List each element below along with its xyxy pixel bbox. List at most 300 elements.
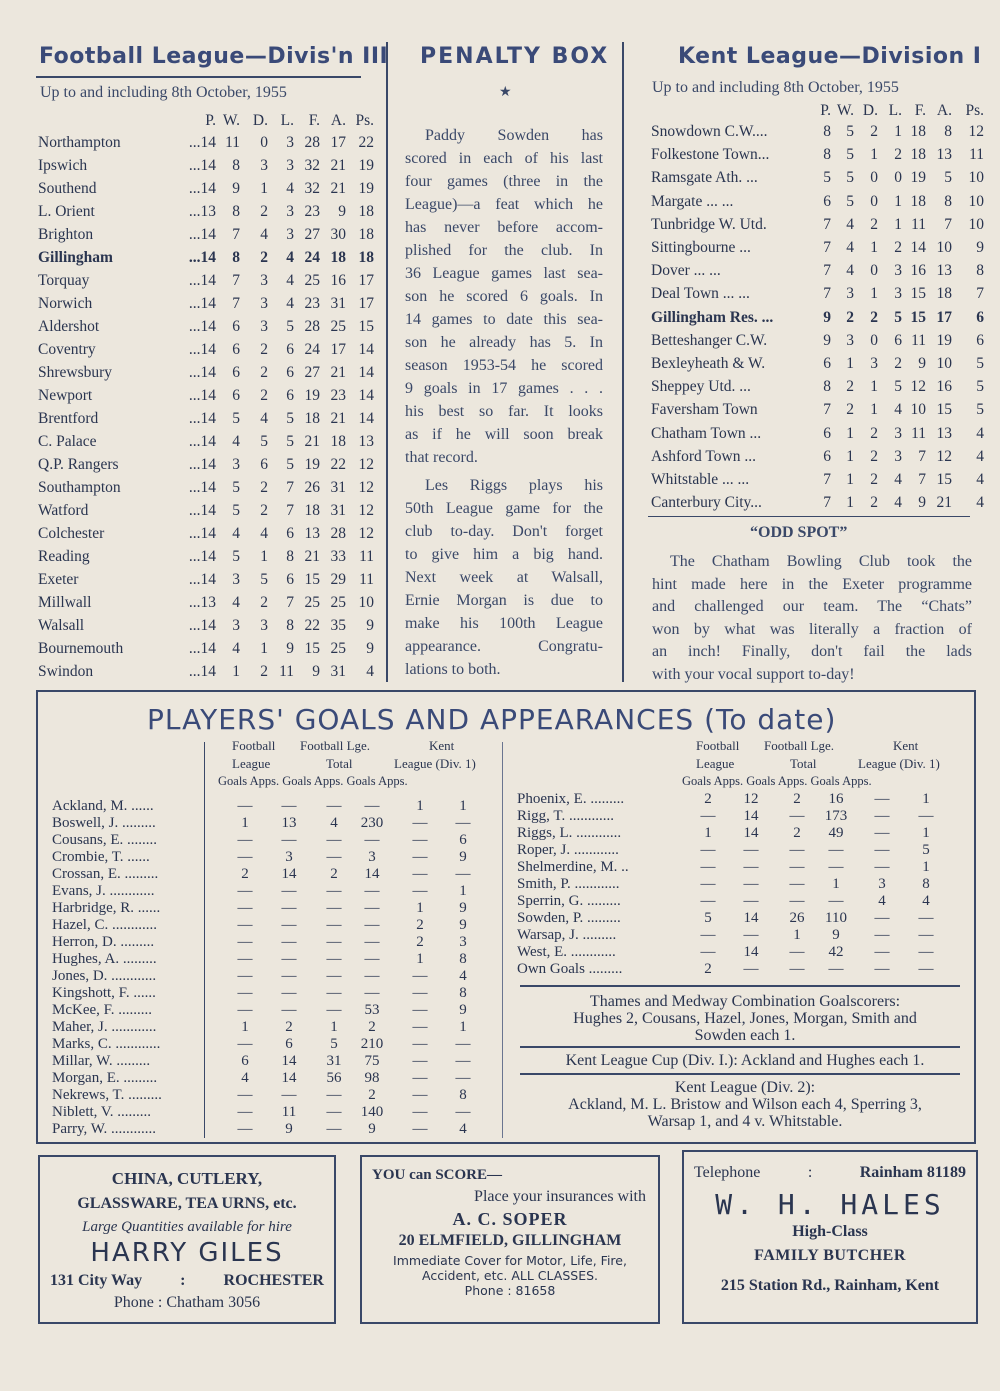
- giles-line3: Large Quantities available for hire: [82, 1219, 292, 1235]
- player-stat: —: [789, 944, 805, 960]
- player-stat: —: [918, 808, 934, 824]
- player-stat: 6: [285, 1036, 293, 1052]
- player-stat: —: [237, 1087, 253, 1103]
- kent-team: Gillingham Res. ...: [651, 308, 774, 326]
- league3-d: 5: [260, 433, 268, 450]
- player-stat: 1: [416, 900, 424, 916]
- soper-line2: Place your insurances with: [474, 1188, 646, 1205]
- kent-a: 7: [944, 215, 952, 233]
- league3-pts: 17: [358, 272, 374, 289]
- league3-f: 24: [304, 249, 320, 266]
- pen1-line: his best so far. It looks: [405, 403, 603, 420]
- player-stat: 12: [743, 791, 759, 807]
- pen1-line: son he scored 6 goals. In: [405, 288, 603, 305]
- player-stat: —: [281, 917, 297, 933]
- player-stat: —: [326, 934, 342, 950]
- kent-l: 1: [894, 215, 902, 233]
- league3-pts: 12: [358, 525, 374, 542]
- player-stat: —: [743, 842, 759, 858]
- header-football-league: Football: [232, 738, 276, 753]
- odd-line: The Chatham Bowling Club took the: [670, 553, 972, 570]
- soper-phone: Phone : 81658: [464, 1283, 556, 1298]
- header-league: League: [696, 756, 735, 771]
- league3-d: 2: [260, 387, 268, 404]
- player-row: [0, 961, 1000, 978]
- league3-title-rule: [36, 76, 361, 78]
- player-stat: 9: [459, 1002, 467, 1018]
- league3-f: 26: [304, 479, 320, 496]
- player-stat: —: [364, 900, 380, 916]
- league3-row: [0, 663, 380, 686]
- player-stat: —: [700, 927, 716, 943]
- header-league: League: [232, 756, 271, 771]
- kent-a: 8: [944, 192, 952, 210]
- league3-a: 31: [330, 295, 346, 312]
- league3-f: 15: [304, 640, 320, 657]
- league3-header-d: D.: [252, 112, 268, 129]
- kent-a: 8: [944, 123, 952, 140]
- player-stat: —: [281, 934, 297, 950]
- kent-table: [640, 123, 984, 523]
- league3-row: [0, 295, 380, 318]
- league3-l: 6: [286, 387, 294, 404]
- league3-team: L. Orient: [38, 203, 95, 220]
- player-stat: —: [412, 883, 428, 899]
- kent-row: [640, 192, 984, 216]
- pen2-line: 50th League game for the: [405, 500, 603, 517]
- player-stat: —: [874, 842, 890, 858]
- league3-team: C. Palace: [38, 433, 97, 450]
- player-stat: 2: [704, 791, 712, 807]
- player-stat: —: [281, 1002, 297, 1018]
- kent-p: 5: [823, 169, 831, 187]
- kent-w: 1: [846, 355, 854, 372]
- kent-l: 5: [894, 378, 902, 396]
- odd-spot-text: [652, 551, 972, 686]
- player-name: Herron, D. .........: [52, 934, 155, 950]
- league3-a: 30: [330, 226, 346, 243]
- league3-a: 18: [330, 249, 346, 266]
- kent-row: [640, 331, 984, 355]
- league3-a: 25: [330, 318, 346, 335]
- league3-l: 5: [286, 456, 294, 473]
- player-stat: —: [237, 934, 253, 950]
- note3-line: Kent League (Div. 2):: [674, 1079, 816, 1096]
- kent-header-w: W.: [836, 102, 854, 119]
- player-stat: —: [828, 859, 844, 875]
- player-stat: —: [281, 832, 297, 848]
- player-stat: —: [326, 968, 342, 984]
- pen2-line: Ernie Morgan is due to: [405, 592, 603, 609]
- kent-f: 19: [910, 169, 926, 187]
- hales-phone: [684, 1164, 976, 1182]
- league3-f: 13: [304, 525, 320, 542]
- league3-a: 17: [330, 341, 346, 358]
- league3-p: ...14: [188, 249, 216, 266]
- player-stat: —: [789, 808, 805, 824]
- league3-a: 33: [330, 548, 346, 565]
- league3-team: Southampton: [38, 479, 121, 496]
- league3-p: ...14: [188, 157, 216, 174]
- player-stat: 9: [459, 917, 467, 933]
- player-stat: —: [874, 961, 890, 977]
- league3-p: ...14: [188, 134, 216, 151]
- league3-team: Newport: [38, 387, 93, 404]
- league3-w: 1: [232, 663, 240, 680]
- kent-f: 7: [918, 447, 926, 465]
- league3-row: [0, 157, 380, 180]
- league3-f: 18: [304, 502, 320, 519]
- kent-l: 3: [894, 262, 902, 280]
- league3-team: Swindon: [38, 663, 94, 680]
- kent-team: Folkestone Town...: [651, 146, 770, 164]
- player-stat: —: [326, 985, 342, 1001]
- player-stat: 2: [416, 917, 424, 933]
- kent-l: 2: [894, 355, 902, 372]
- pen1-line: four games (three in the: [405, 173, 603, 190]
- player-stat: 14: [364, 866, 380, 882]
- league3-d: 6: [260, 456, 268, 473]
- league3-w: 4: [232, 525, 240, 542]
- league3-p: ...14: [188, 640, 216, 657]
- league3-team: Ipswich: [38, 157, 88, 174]
- notes-rule-1: [520, 985, 960, 987]
- kent-w: 5: [846, 146, 854, 164]
- kent-l: 5: [894, 308, 902, 326]
- player-stat: —: [789, 842, 805, 858]
- player-stat: —: [281, 798, 297, 814]
- league3-l: 5: [286, 410, 294, 427]
- player-stat: —: [364, 832, 380, 848]
- kent-pts: 10: [968, 169, 984, 187]
- odd-spot-title: “ODD SPOT”: [750, 524, 848, 541]
- player-stat: —: [364, 968, 380, 984]
- league3-f: 21: [304, 548, 320, 565]
- player-row: [0, 1036, 500, 1053]
- player-name: Hazel, C. ............: [52, 917, 157, 933]
- league3-l: 9: [286, 640, 294, 657]
- player-stat: —: [700, 876, 716, 892]
- kent-a: 15: [936, 401, 952, 419]
- kent-p: 9: [823, 308, 831, 326]
- giles-street: 131 City Way: [50, 1272, 143, 1289]
- league3-l: 7: [286, 479, 294, 496]
- player-name: Shelmerdine, M. ..: [517, 859, 629, 875]
- player-stat: 8: [459, 985, 467, 1001]
- player-stat: 6: [459, 832, 467, 848]
- league3-pts: 14: [358, 364, 374, 381]
- league3-a: 17: [330, 134, 346, 151]
- league3-d: 1: [260, 640, 268, 657]
- player-stat: 3: [459, 934, 467, 950]
- kent-f: 9: [918, 494, 926, 512]
- player-row: [0, 876, 1000, 893]
- player-name: Boswell, J. .........: [52, 815, 156, 831]
- kent-p: 8: [823, 146, 831, 164]
- hales-line3: High-Class: [792, 1223, 868, 1240]
- league3-p: ...14: [188, 548, 216, 565]
- player-stat: 140: [360, 1104, 384, 1120]
- player-name: Evans, J. ............: [52, 883, 155, 899]
- player-stat: 2: [241, 866, 249, 882]
- kent-a: 13: [936, 424, 952, 442]
- league3-row: [0, 571, 380, 594]
- hales-line4: FAMILY BUTCHER: [754, 1247, 906, 1264]
- kent-f: 15: [910, 285, 926, 303]
- player-stat: 210: [360, 1036, 384, 1052]
- league3-p: ...14: [188, 502, 216, 519]
- league3-team: Norwich: [38, 295, 93, 312]
- player-stat: 5: [922, 842, 930, 858]
- player-stat: —: [364, 934, 380, 950]
- soper-line5: Immediate Cover for Motor, Life, Fire,: [393, 1253, 627, 1268]
- kent-f: 7: [918, 471, 926, 488]
- league3-d: 2: [260, 341, 268, 358]
- player-row: [0, 910, 1000, 927]
- league3-d: 2: [260, 249, 268, 266]
- league3-a: 23: [330, 387, 346, 404]
- league3-f: 32: [304, 157, 320, 174]
- player-stat: —: [237, 798, 253, 814]
- pen1-line: has never before accom-: [405, 219, 603, 236]
- kent-p: 7: [823, 285, 831, 303]
- league3-p: ...14: [188, 272, 216, 289]
- player-stat: 1: [704, 825, 712, 841]
- kent-pts: 6: [976, 331, 984, 349]
- player-stat: —: [455, 866, 471, 882]
- player-stat: 1: [330, 1019, 338, 1035]
- player-stat: —: [364, 985, 380, 1001]
- players-header-left: [214, 738, 504, 790]
- player-name: Harbridge, R. ......: [52, 900, 161, 916]
- pen1-line: 14 games to date this sea-: [405, 311, 603, 328]
- kent-a: 17: [936, 308, 952, 326]
- league3-p: ...14: [188, 617, 216, 634]
- kent-d: 2: [870, 215, 878, 233]
- kent-title: Kent League—Division I: [678, 44, 982, 69]
- league3-w: 6: [232, 341, 240, 358]
- player-stat: 173: [824, 808, 848, 824]
- player-stat: —: [326, 1002, 342, 1018]
- combination-note: [520, 993, 970, 1044]
- league3-pts: 14: [358, 387, 374, 404]
- kent-header: [640, 102, 984, 124]
- league3-f: 18: [304, 410, 320, 427]
- league3-p: ...14: [188, 410, 216, 427]
- player-stat: 1: [241, 1019, 249, 1035]
- league3-team: Shrewsbury: [38, 364, 113, 381]
- player-stat: 3: [285, 849, 293, 865]
- league3-d: 3: [260, 617, 268, 634]
- kent-a: 10: [936, 355, 952, 372]
- soper-name: A. C. SOPER: [452, 1209, 568, 1229]
- player-stat: 1: [793, 927, 801, 943]
- league3-f: 15: [304, 571, 320, 588]
- odd-line: with your vocal support to-day!: [652, 665, 855, 683]
- odd-line: hint made here in the Exeter programme: [652, 575, 972, 593]
- kent-team: Betteshanger C.W.: [651, 331, 768, 349]
- league3-f: 24: [304, 341, 320, 358]
- kent-a: 12: [936, 447, 952, 465]
- kent-d: 1: [870, 285, 878, 303]
- league3-p: ...14: [188, 341, 216, 358]
- note1-line: Sowden each 1.: [694, 1027, 796, 1044]
- soper-line1: YOU can SCORE—: [372, 1167, 503, 1183]
- kent-f: 10: [910, 401, 926, 419]
- league3-row: [0, 387, 380, 410]
- kent-row: [640, 471, 984, 494]
- player-stat: —: [237, 1104, 253, 1120]
- player-name: West, E. ............: [517, 944, 616, 960]
- kent-p: 8: [823, 378, 831, 396]
- giles-line1: CHINA, CUTLERY,: [111, 1169, 263, 1188]
- kent-p: 8: [823, 123, 831, 140]
- kent-a: 21: [936, 494, 952, 512]
- soper-address: 20 ELMFIELD, GILLINGHAM: [398, 1232, 622, 1249]
- league3-d: 0: [260, 134, 268, 151]
- giles-phone: Phone : Chatham 3056: [113, 1294, 261, 1311]
- player-row: [0, 1019, 500, 1036]
- pen1-line: son he already has 5. In: [405, 334, 603, 351]
- player-stat: 1: [922, 825, 930, 841]
- league3-l: 8: [286, 548, 294, 565]
- kent-l: 0: [894, 169, 902, 187]
- kent-team: Sheppey Utd. ...: [651, 378, 751, 396]
- kent-l: 4: [894, 471, 902, 488]
- player-stat: 8: [459, 951, 467, 967]
- player-name: Ackland, M. ......: [52, 798, 154, 814]
- kent-l: 4: [894, 401, 902, 419]
- kent-team: Snowdown C.W....: [651, 123, 768, 140]
- player-row: [0, 1053, 500, 1070]
- kent-f: 14: [910, 239, 926, 256]
- player-stat: —: [237, 1036, 253, 1052]
- league3-p: ...14: [188, 387, 216, 404]
- league3-l: 4: [286, 272, 294, 289]
- league3-f: 23: [304, 295, 320, 312]
- kent-a: 10: [936, 239, 952, 256]
- pen2-line: Les Riggs plays his: [425, 477, 603, 494]
- player-stat: —: [874, 859, 890, 875]
- player-stat: —: [364, 951, 380, 967]
- kent-p: 7: [823, 215, 831, 233]
- player-stat: —: [412, 1070, 428, 1086]
- kent-d: 0: [870, 192, 878, 210]
- header-goals-apps: Goals Apps. Goals Apps. Goals Apps.: [682, 774, 872, 788]
- player-name: Cousans, E. ........: [52, 832, 157, 848]
- league3-l: 3: [286, 134, 294, 151]
- league3-d: 2: [260, 663, 268, 680]
- league3-l: 3: [286, 157, 294, 174]
- league3-header-l: L.: [280, 112, 294, 129]
- note2-line: Kent League Cup (Div. I.): Ackland and Hughes each 1.: [565, 1052, 925, 1069]
- kent-d: 2: [870, 471, 878, 488]
- player-stat: 53: [364, 1002, 380, 1018]
- divider-right: [622, 42, 624, 682]
- player-stat: —: [412, 866, 428, 882]
- league3-f: 19: [304, 456, 320, 473]
- player-stat: 8: [922, 876, 930, 892]
- league3-pts: 11: [359, 571, 374, 588]
- header-kent-div: League (Div. 1): [858, 756, 940, 771]
- player-stat: —: [237, 985, 253, 1001]
- kent-row: [640, 146, 984, 169]
- player-name: Roper, J. ............: [517, 842, 619, 858]
- player-stat: —: [281, 1087, 297, 1103]
- player-stat: 14: [281, 1070, 297, 1086]
- pen2-line: make his 100th League: [405, 615, 603, 632]
- player-stat: —: [700, 808, 716, 824]
- kent-pts: 4: [976, 424, 984, 442]
- pen1-line: plished for the club. In: [405, 242, 603, 259]
- league3-team: Bournemouth: [38, 640, 124, 657]
- kent-d: 2: [870, 494, 878, 512]
- player-stat: —: [918, 944, 934, 960]
- kent-row: [640, 401, 984, 424]
- hales-address: 215 Station Rd., Rainham, Kent: [720, 1277, 940, 1294]
- league3-a: 29: [330, 571, 346, 588]
- kent-row: [640, 355, 984, 378]
- kent-header-l: L.: [888, 102, 902, 119]
- player-stat: 56: [326, 1070, 342, 1086]
- league3-d: 2: [260, 479, 268, 496]
- player-stat: 13: [281, 815, 297, 831]
- kent-pts: 4: [976, 494, 984, 512]
- player-stat: —: [412, 1087, 428, 1103]
- league3-l: 4: [286, 180, 294, 197]
- kent-team: Tunbridge W. Utd.: [651, 215, 767, 233]
- player-stat: 9: [285, 1121, 293, 1137]
- player-stat: —: [918, 910, 934, 926]
- pen2-line: club to-day. Don't forget: [405, 523, 603, 540]
- league3-f: 27: [304, 226, 320, 243]
- league3-header: [0, 112, 380, 134]
- kent-w: 5: [846, 192, 854, 210]
- player-stat: 14: [281, 1053, 297, 1069]
- kent-row: [640, 169, 984, 192]
- league3-w: 5: [232, 502, 240, 519]
- league3-row: [0, 180, 380, 203]
- player-stat: —: [412, 832, 428, 848]
- player-stat: —: [828, 961, 844, 977]
- player-stat: —: [412, 985, 428, 1001]
- player-stat: 1: [922, 791, 930, 807]
- player-stat: 14: [743, 808, 759, 824]
- player-stat: —: [412, 968, 428, 984]
- league3-pts: 4: [366, 663, 374, 680]
- kent-w: 2: [846, 378, 854, 396]
- player-stat: 2: [793, 825, 801, 841]
- kent-p: 6: [823, 355, 831, 372]
- league3-row: [0, 433, 380, 456]
- league3-row: [0, 249, 380, 272]
- league3-a: 9: [338, 203, 346, 220]
- league3-table: [0, 134, 380, 684]
- player-row: [0, 859, 1000, 876]
- players-right-list: [0, 791, 1000, 991]
- league3-d: 4: [260, 525, 268, 542]
- player-stat: 49: [828, 825, 844, 841]
- player-stat: —: [326, 1087, 342, 1103]
- player-stat: —: [237, 849, 253, 865]
- player-stat: —: [918, 961, 934, 977]
- league3-a: 21: [330, 180, 346, 197]
- league3-row: [0, 203, 380, 226]
- league3-row: [0, 594, 380, 617]
- player-stat: 2: [793, 791, 801, 807]
- header-kent-div: League (Div. 1): [394, 756, 476, 771]
- kent-d: 2: [870, 424, 878, 442]
